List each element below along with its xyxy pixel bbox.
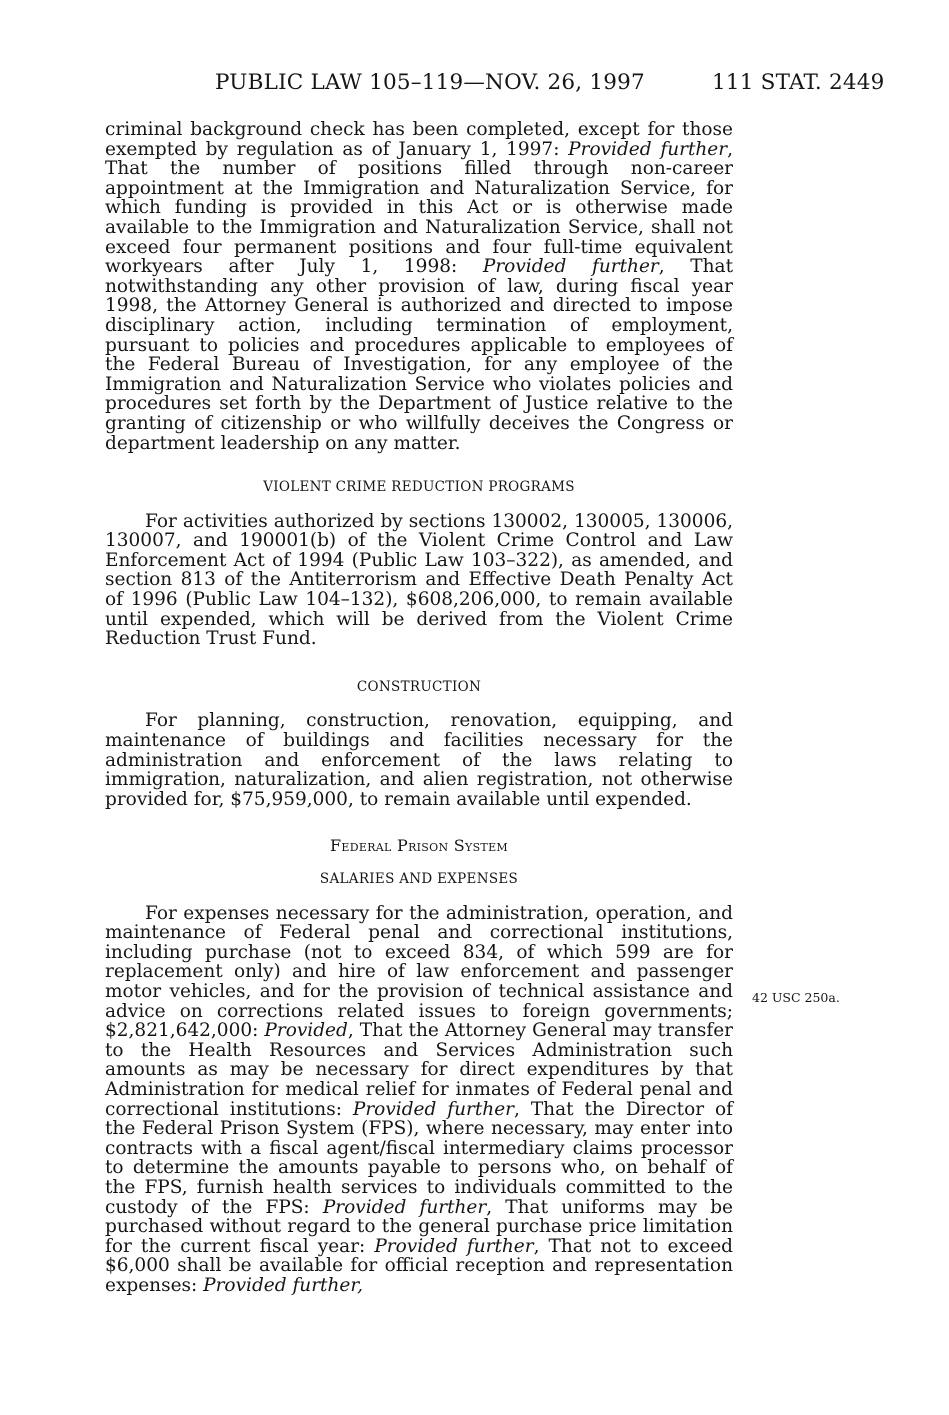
- heading-salaries-and-expenses: SALARIES AND EXPENSES: [319, 871, 519, 887]
- paragraph-salaries-and-expenses: For expenses necessary for the administration, operation, and maintenance of Federal penal and correctional institutions, including purchase (not to exceed 834, of which 599 are for replacement only) and hire of law enforcement and passenger motor vehicles, and for the provision of technical assistance and advice on corrections related issues to foreign governments; $2,821,642,000: Provided, That the Attorney General may transfer to the Health Resources and Services Administration such amounts as may be necessary for direct expenditures by that Administration for medical relief for inmates of Federal penal and correctional institutions: Provided further, That the Director of the Federal Prison System (FPS), where necessary, may enter into contracts with a fiscal agent/fiscal intermediary claims processor to determine the amounts payable to persons who, on behalf of the FPS, furnish health services to individuals committed to the custody of the FPS: Provided further, That uniforms may be purchased without regard to the general purchase price limitation for the current fiscal year: Provided further, That not to exceed $6,000 shall be available for official reception and representation expenses: Provided further,: [105, 902, 734, 1296]
- statute-page-number: 111 STAT. 2449: [712, 70, 885, 95]
- page-body: [105, 120, 733, 1295]
- heading-construction: CONSTRUCTION: [356, 678, 482, 695]
- paragraph-construction: For planning, construction, renovation, equipping, and maintenance of buildings and facilities necessary for the administration and enforcement of the laws relating to immigration, naturalization, and alien registration, not otherwise provided for, $75,959,000, to remain available until expended.: [105, 710, 733, 810]
- heading-violent-crime-reduction-programs: VIOLENT CRIME REDUCTION PROGRAMS: [263, 479, 575, 496]
- margin-note-usc-citation: 42 USC 250a.: [752, 990, 840, 1005]
- heading-federal-prison-system: Federal Prison System: [330, 836, 508, 856]
- running-header: [0, 70, 949, 100]
- paragraph-ins-continued: criminal background check has been completed, except for those exempted by regulation as of January 1, 1997: Provided further, That the number of positions filled through non-career appointment at the Immigration and Naturalization Service, for which funding is provided in this Act or is otherwise made available to the Immigration and Naturalization Service, shall not exceed four permanent positions and four full-time equivalent workyears after July 1, 1998: Provided further, That notwithstanding any other provision of law, during fiscal year 1998, the Attorney General is authorized and directed to impose disciplinary action, including termination of employment, pursuant to policies and procedures applicable to employees of the Federal Bureau of Investigation, for any employee of the Immigration and Naturalization Service who violates policies and procedures set forth by the Department of Justice relative to the granting of citizenship or who willfully deceives the Congress or department leadership on any matter.: [105, 119, 733, 454]
- paragraph-violent-crime: For activities authorized by sections 130002, 130005, 130006, 130007, and 190001(b) of the Violent Crime Control and Law Enforcement Act of 1994 (Public Law 103–322), as amended, and section 813 of the Antiterrorism and Effective Death Penalty Act of 1996 (Public Law 104–132), $608,206,000, to remain available until expended, which will be derived from the Violent Crime Reduction Trust Fund.: [105, 510, 733, 650]
- law-citation: PUBLIC LAW 105–119—NOV. 26, 1997: [215, 70, 645, 95]
